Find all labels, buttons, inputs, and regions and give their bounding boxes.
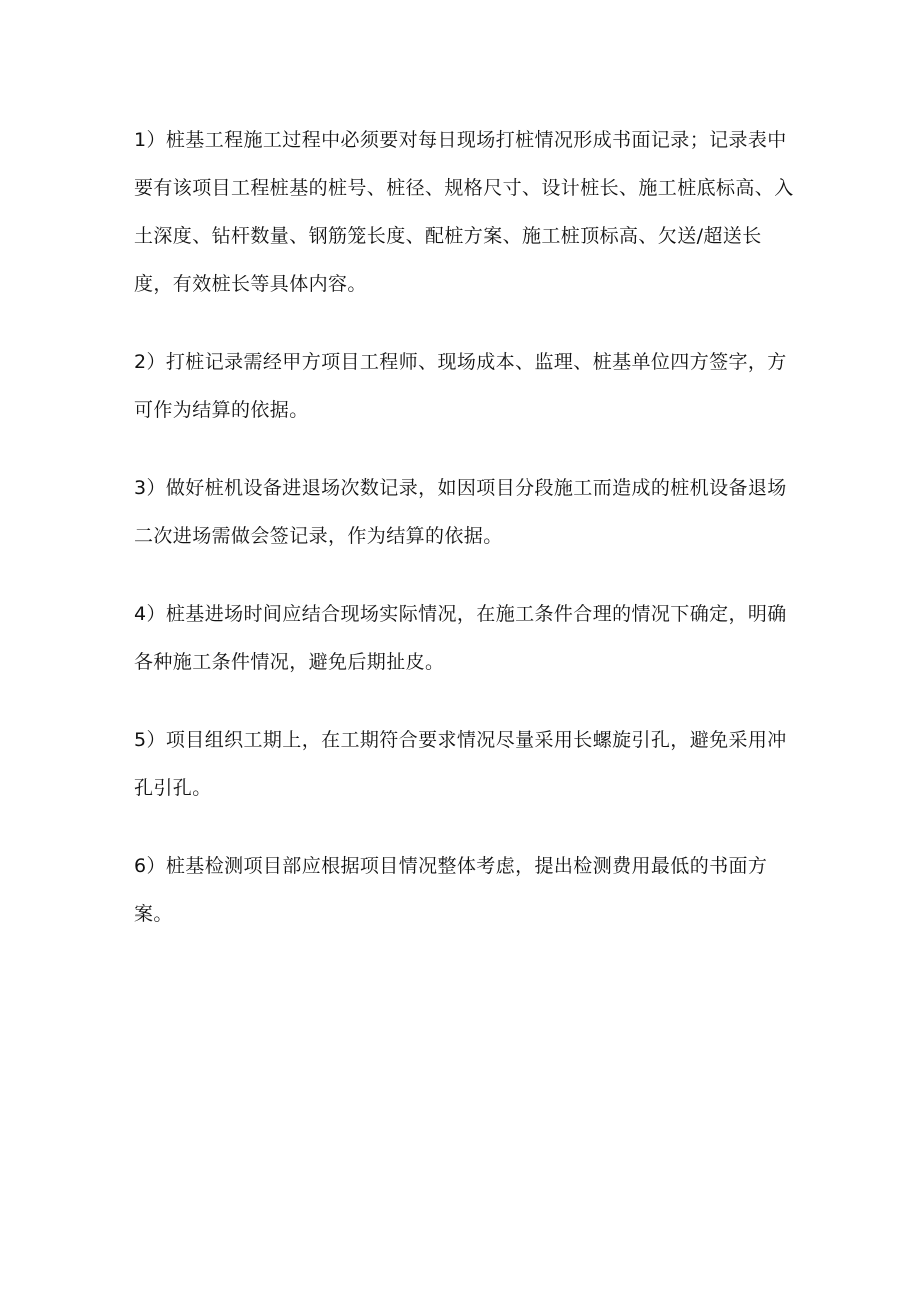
list-item: 3）做好桩机设备进退场次数记录，如因项目分段施工而造成的桩机设备退场二次进场需做会签记录，作为结算的依据。 <box>134 477 787 547</box>
list-item: 1）桩基工程施工过程中必须要对每日现场打桩情况形成书面记录；记录表中要有该项目工程桩基的桩号、桩径、规格尺寸、设计桩长、施工桩底标高、入土深度、钻杆数量、钢筋笼长度、配桩方案、施工桩顶标高、欠送/超送长度，有效桩长等具体内容。 <box>134 129 794 295</box>
document-body <box>134 116 796 938</box>
list-item: 2）打桩记录需经甲方项目工程师、现场成本、监理、桩基单位四方签字，方可作为结算的依据。 <box>134 351 787 421</box>
list-item: 4）桩基进场时间应结合现场实际情况，在施工条件合理的情况下确定，明确各种施工条件情况，避免后期扯皮。 <box>134 603 787 673</box>
list-item: 5）项目组织工期上，在工期符合要求情况尽量采用长螺旋引孔，避免采用冲孔引孔。 <box>134 729 787 799</box>
list-item: 6）桩基检测项目部应根据项目情况整体考虑，提出检测费用最低的书面方案。 <box>134 855 768 925</box>
